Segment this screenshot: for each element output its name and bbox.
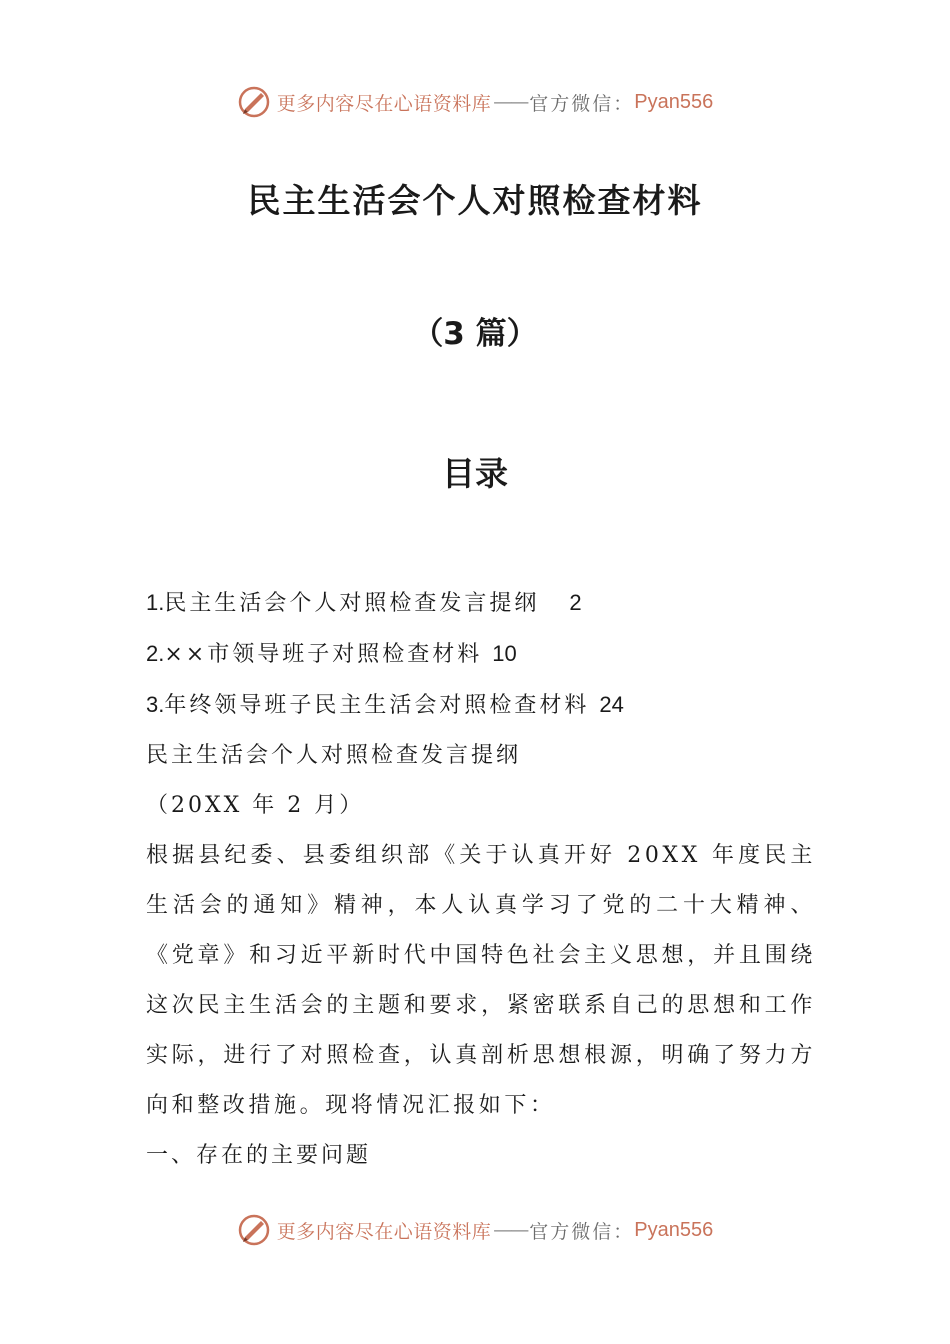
- toc-entry-text: 民主生活会个人对照检查发言提纲: [164, 591, 540, 616]
- watermark-dash: ——: [493, 1219, 528, 1241]
- document-title: 民主生活会个人对照检查材料: [247, 181, 703, 220]
- toc-entry[interactable]: [146, 578, 816, 629]
- watermark-banner-bottom: [0, 1210, 950, 1250]
- toc-entry-number: 2.: [146, 641, 165, 666]
- pen-logo-icon: [237, 85, 271, 119]
- document-subtitle: （3 篇）: [412, 316, 538, 352]
- toc-entry-page: 24: [599, 692, 624, 717]
- watermark-slogan: 更多内容尽在心语资料库: [276, 1220, 492, 1243]
- watermark-dash: ——: [493, 91, 528, 113]
- watermark-wechat-id: Pyan556: [634, 1218, 714, 1241]
- toc-entry-number: 1.: [146, 590, 165, 615]
- watermark-slogan: 更多内容尽在心语资料库: [276, 92, 492, 115]
- toc-entry-page: 2: [569, 590, 582, 615]
- toc-entry[interactable]: [146, 680, 816, 731]
- heading-main-problems: 一、存在的主要问题: [146, 1143, 372, 1168]
- toc-entry-text: 年终领导班子民主生活会对照检查材料: [164, 693, 590, 718]
- watermark-banner-top: [0, 82, 950, 122]
- section-title: 民主生活会个人对照检查发言提纲: [146, 743, 522, 768]
- watermark-wechat-id: Pyan556: [634, 90, 714, 113]
- toc-entry[interactable]: [146, 629, 816, 680]
- watermark-wechat-label: 官方微信：: [529, 1220, 635, 1243]
- intro-paragraph: 根据县纪委、县委组织部《关于认真开好 20XX 年度民主生活会的通知》精神，本人认真学习了党的二十大精神、《党章》和习近平新时代中国特色社会主义思想，并且围绕这次民主生活会的主题和要求，紧密联系自己的思想和工作实际，进行了对照检查，认真剖析思想根源，明确了努力方向和整改措施。现将情况汇报如下：: [146, 843, 816, 1118]
- toc-entry-text: ××市领导班子对照检查材料: [164, 642, 483, 667]
- toc-entry-number: 3.: [146, 692, 165, 717]
- toc-entry-page: 10: [492, 641, 517, 666]
- pen-logo-icon: [237, 1213, 271, 1247]
- document-body: [146, 578, 816, 1181]
- toc-heading: 目录: [442, 454, 508, 493]
- date-line: （20XX 年 2 月）: [146, 793, 365, 818]
- watermark-wechat-label: 官方微信：: [529, 92, 635, 115]
